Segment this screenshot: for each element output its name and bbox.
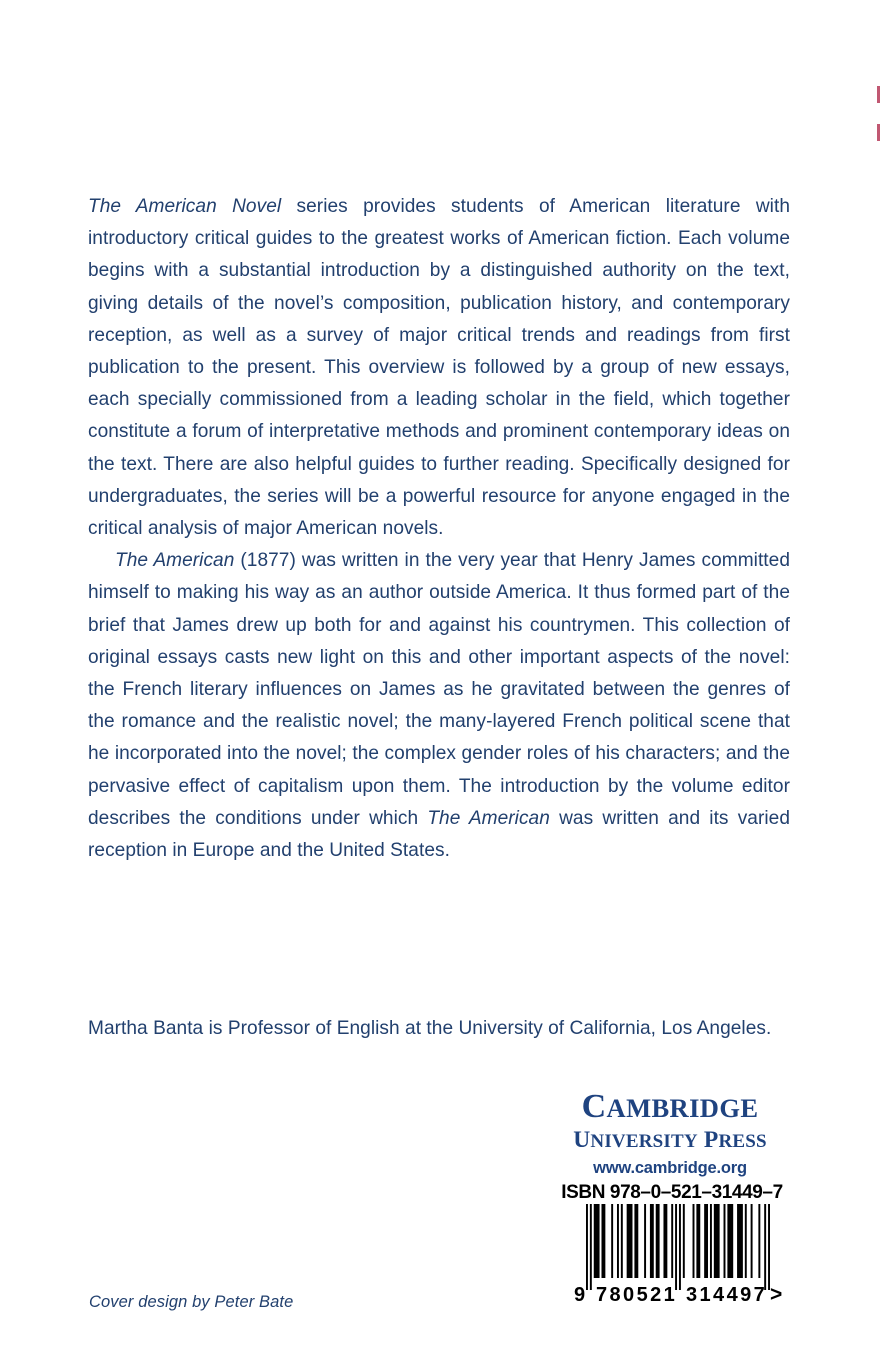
publisher-university-remainder: NIVERSITY	[590, 1131, 698, 1152]
book-description-text-b: was written and its varied reception in Europe and the United States.	[88, 807, 790, 862]
publisher-logo	[548, 1088, 792, 1178]
book-description-paragraph	[88, 545, 790, 867]
isbn-barcode	[572, 1204, 788, 1304]
series-description-paragraph	[88, 191, 790, 545]
publisher-name-line-1	[548, 1088, 792, 1127]
barcode-graphic	[572, 1204, 788, 1304]
svg-text:9: 9	[574, 1284, 586, 1304]
author-bio-text: Martha Banta is Professor of English at the University of California, Los Angeles.	[88, 1018, 772, 1039]
publisher-press-initial: P	[703, 1127, 719, 1153]
publisher-name-initial: C	[581, 1088, 607, 1125]
book-title-italic-lead: The American	[115, 550, 235, 572]
series-title-italic: The American Novel	[88, 196, 282, 217]
book-description-text-a: (1877) was written in the very year that Henry James committed himself to making his way as an author outside America. It thus formed part of the brief that James drew up both for and against his countrymen. This collection of original essays casts new light on this and other important aspects of the novel: the French literary influences on James as he gravitated between the genres of the romance and the realistic novel; the many-layered French political scene that he incorporated into the novel; the complex gender roles of his characters; and the pervasive effect of capitalism upon them. The introduction by the volume editor describes the conditions under which	[88, 550, 790, 829]
cover-design-credit: Cover design by Peter Bate	[89, 1293, 294, 1311]
book-title-italic-inline: The American	[427, 807, 550, 829]
svg-text:>: >	[770, 1283, 783, 1304]
series-description-block	[88, 191, 790, 867]
series-description-text: series provides students of American literature with introductory critical guides to the greatest works of American fiction. Each volume begins with a substantial introduction by a distinguished authority on the text, giving details of the novel’s composition, publication history, and contemporary reception, as well as a survey of major critical trends and readings from first publication to the present. This overview is followed by a group of new essays, each specially commissioned from a leading scholar in the field, which together constitute a forum of interpretative methods and prominent contemporary ideas on the text. There are also helpful guides to further reading. Specifically designed for undergraduates, the series will be a powerful resource for anyone engaged in the critical analysis of major American novels.	[88, 196, 790, 540]
isbn-number: ISBN 978–0–521–31449–7	[561, 1182, 783, 1203]
publisher-website[interactable]: www.cambridge.org	[593, 1159, 747, 1177]
publisher-name-line-2	[548, 1127, 792, 1155]
svg-text:780521: 780521	[596, 1284, 678, 1304]
svg-text:314497: 314497	[686, 1284, 768, 1304]
publisher-press-remainder: RESS	[718, 1131, 767, 1152]
isbn-block	[556, 1182, 788, 1204]
publisher-name-remainder: AMBRIDGE	[606, 1093, 759, 1123]
publisher-university-initial: U	[573, 1127, 591, 1153]
author-bio-block	[88, 1013, 790, 1045]
